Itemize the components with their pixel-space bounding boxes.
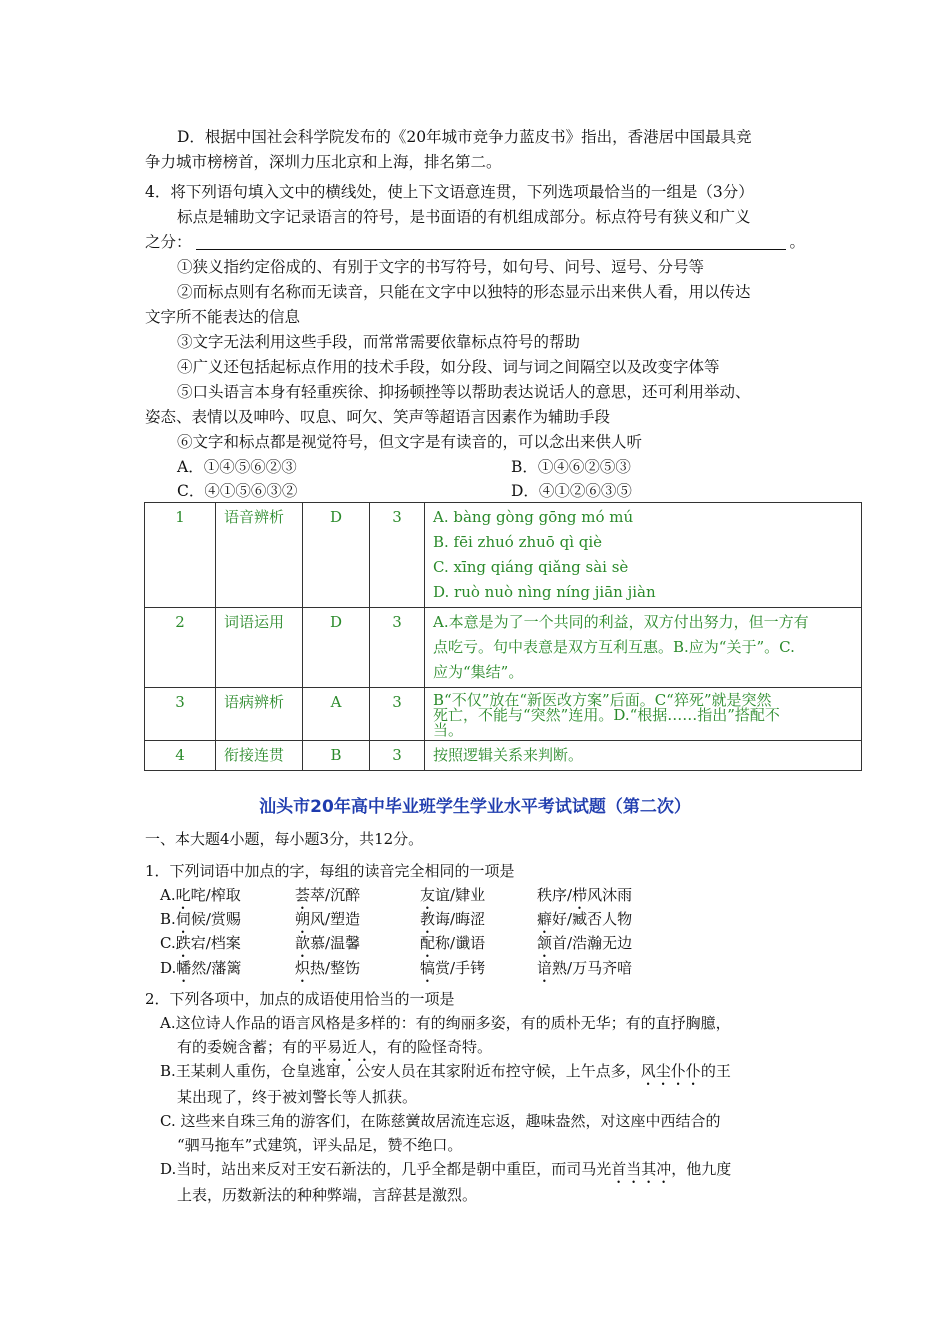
section-heading: 一、本大题4小题，每小题3分，共12分。 bbox=[145, 830, 424, 848]
dotted-char: 幡 bbox=[176, 959, 192, 977]
option-label: B. bbox=[160, 910, 176, 928]
q2-option-c-line1: C. 这些来自珠三角的游客们，在陈慈黉故居流连忘返，趣味盎然，对这座中西结合的 bbox=[160, 1112, 721, 1130]
dotted-char: 友 bbox=[420, 886, 436, 904]
explanation-line: 应为“集结”。 bbox=[433, 663, 524, 681]
answer-key: D bbox=[303, 608, 370, 688]
text-segment: /赏赐 bbox=[205, 910, 241, 928]
explanation-line: C. xīng qiáng qiǎng sài sè bbox=[433, 558, 629, 576]
q2-option-a-line1: A.这位诗人作品的语言风格是多样的：有的绚丽多姿，有的质朴无华；有的直抒胸臆， bbox=[160, 1014, 731, 1032]
q1-word-group bbox=[295, 957, 360, 986]
text-segment: 萃 bbox=[310, 886, 326, 904]
text-segment: 谊 bbox=[435, 886, 451, 904]
answer-score: 3 bbox=[370, 503, 425, 608]
q4-item-2-cont: 文字所不能表达的信息 bbox=[145, 308, 301, 326]
q4-option-c: C．④①⑤⑥③② bbox=[177, 482, 298, 500]
text-segment: 咤 bbox=[190, 886, 206, 904]
text-segment: 首 bbox=[552, 934, 568, 952]
dotted-idiom: 首当其冲 bbox=[611, 1160, 672, 1178]
text-segment: 热 bbox=[310, 959, 326, 977]
answer-number: 2 bbox=[145, 608, 216, 688]
option-label: D. bbox=[160, 959, 177, 977]
text-segment: ，他九度 bbox=[671, 1160, 732, 1178]
q4-stem: 4．将下列语句填入文中的横线处，使上下文语意连贯，下列选项最恰当的一组是（3分） bbox=[145, 183, 754, 201]
text-segment: 赏 bbox=[435, 959, 451, 977]
q2-option-d-line1 bbox=[160, 1158, 731, 1187]
q4-item-2: ②而标点则有名称而无读音，只能在文字中以独特的形态显示出来供人看，用以传达 bbox=[177, 283, 751, 301]
text-segment: 秩序/ bbox=[537, 886, 573, 904]
q4-item-1: ①狭义指约定俗成的、有别于文字的书写符号，如句号、问号、逗号、分号等 bbox=[177, 258, 705, 276]
q1-word-group bbox=[160, 957, 241, 986]
text-segment: /藩篱 bbox=[206, 959, 242, 977]
table-row bbox=[145, 608, 862, 688]
text-segment: 有的委婉含蓄；有的 bbox=[177, 1038, 313, 1056]
q4-item-4: ④广义还包括起标点作用的技术手段，如分段、词与词之间隔空以及改变字体等 bbox=[177, 358, 720, 376]
text-segment: 好 bbox=[552, 910, 568, 928]
answer-score: 3 bbox=[370, 688, 425, 741]
text-segment: 称 bbox=[435, 934, 451, 952]
answer-key: A bbox=[303, 688, 370, 741]
explanation-line: 按照逻辑关系来判断。 bbox=[433, 746, 584, 764]
table-row bbox=[145, 688, 862, 741]
text-segment: /肄业 bbox=[450, 886, 486, 904]
q4-item-5: ⑤口头语言本身有轻重疾徐、抑扬顿挫等以帮助表达说话人的意思，还可利用举动、 bbox=[177, 383, 751, 401]
answer-number: 3 bbox=[145, 688, 216, 741]
text-segment: /臧否人物 bbox=[567, 910, 633, 928]
explanation-line: 点吃亏。句中表意是双方互利互惠。B.应为“关于”。C. bbox=[433, 638, 795, 656]
answer-table bbox=[144, 502, 862, 771]
dotted-char: 犒 bbox=[420, 959, 436, 977]
text-segment: /谶语 bbox=[450, 934, 486, 952]
explanation-line: B. fēi zhuó zhuō qì qiè bbox=[433, 533, 603, 551]
text-segment: B.王某刺人重伤，仓皇逃窜，公安人员在其家附近布控守候，上午点多， bbox=[160, 1062, 641, 1080]
answer-score: 3 bbox=[370, 608, 425, 688]
q4-option-d: D．④①②⑥③⑤ bbox=[511, 482, 632, 500]
answer-type: 语病辨析 bbox=[216, 688, 303, 741]
answer-type: 衔接连贯 bbox=[216, 741, 303, 771]
text-segment: 然 bbox=[191, 959, 207, 977]
dotted-char: 炽 bbox=[295, 959, 311, 977]
q4-item-6: ⑥文字和标点都是视觉符号，但文字是有读音的，可以念出来供人听 bbox=[177, 433, 643, 451]
answer-key: B bbox=[303, 741, 370, 771]
answer-type: 语音辨析 bbox=[216, 503, 303, 608]
prev-option-d-line2: 争力城市榜榜首，深圳力压北京和上海，排名第二。 bbox=[145, 153, 502, 171]
text-segment: /手铐 bbox=[450, 959, 486, 977]
dotted-idiom: 平易近人 bbox=[312, 1038, 373, 1056]
exam-title: 汕头市20年高中毕业班学生学业水平考试试题（第二次） bbox=[259, 797, 691, 817]
explanation-line: A. bàng gòng gōng mó mú bbox=[433, 508, 634, 526]
answer-explanation bbox=[425, 688, 862, 741]
q2-stem: 2．下列各项中，加点的成语使用恰当的一项是 bbox=[145, 990, 455, 1008]
text-segment: 候 bbox=[190, 910, 206, 928]
text-segment: D.当时，站出来反对王安石新法的，几乎全都是朝中重臣，而司马光 bbox=[160, 1160, 612, 1178]
table-row bbox=[145, 503, 862, 608]
explanation-line: D. ruò nuò nìng níng jiān jiàn bbox=[433, 583, 656, 601]
table-row bbox=[145, 741, 862, 771]
q4-text-line1: 标点是辅助文字记录语言的符号，是书面语的有机组成部分。标点符号有狭义和广义 bbox=[177, 208, 751, 226]
answer-key: D bbox=[303, 503, 370, 608]
text-segment: 风 bbox=[310, 910, 326, 928]
dotted-char: 谙 bbox=[537, 959, 553, 977]
explanation-line: B“不仅”放在“新医改方案”后面。C“猝死”就是突然 bbox=[433, 691, 772, 709]
q2-option-c-line2: “驷马拖车”式建筑，评头品足，赞不绝口。 bbox=[177, 1136, 463, 1154]
explanation-line: A.本意是为了一个共同的利益，双方付出努力，但一方有 bbox=[433, 613, 809, 631]
q4-text-prefix: 之分： bbox=[145, 233, 192, 251]
dotted-char: 荟 bbox=[295, 886, 311, 904]
answer-explanation bbox=[425, 503, 862, 608]
dotted-char: 歆 bbox=[295, 934, 311, 952]
text-segment: /沉醉 bbox=[325, 886, 361, 904]
fill-in-blank bbox=[196, 233, 786, 250]
q2-option-b-line1 bbox=[160, 1060, 731, 1089]
q1-word-group bbox=[537, 957, 632, 986]
q1-stem: 1．下列词语中加点的字，每组的读音完全相同的一项是 bbox=[145, 862, 515, 880]
dotted-char: 跌 bbox=[175, 934, 191, 952]
dotted-char: 配 bbox=[420, 934, 436, 952]
dotted-char: 叱 bbox=[175, 886, 191, 904]
dotted-char: 癖 bbox=[537, 910, 553, 928]
text-segment: ，有的险怪奇特。 bbox=[372, 1038, 493, 1056]
text-segment: /万马齐喑 bbox=[567, 959, 633, 977]
dotted-char: 教 bbox=[420, 910, 436, 928]
text-segment: /榨取 bbox=[205, 886, 241, 904]
q2-option-d-line2: 上表，历数新法的种种弊端，言辞甚是激烈。 bbox=[177, 1186, 478, 1204]
dotted-char: 栉 bbox=[572, 886, 588, 904]
answer-explanation bbox=[425, 608, 862, 688]
text-segment: /档案 bbox=[205, 934, 241, 952]
text-segment: 风沐雨 bbox=[587, 886, 633, 904]
answer-explanation bbox=[425, 741, 862, 771]
option-label: C. bbox=[160, 934, 176, 952]
q4-item-5-cont: 姿态、表情以及呻吟、叹息、呵欠、笑声等超语言因素作为辅助手段 bbox=[145, 408, 611, 426]
q4-text-suffix: 。 bbox=[789, 233, 806, 251]
q1-word-group bbox=[420, 957, 485, 986]
dotted-char: 颔 bbox=[537, 934, 553, 952]
q2-option-b-line2: 某出现了，终于被刘警长等人抓获。 bbox=[177, 1088, 418, 1106]
text-segment: 宕 bbox=[190, 934, 206, 952]
q4-option-a: A．①④⑤⑥②③ bbox=[177, 458, 297, 476]
dotted-char: 伺 bbox=[175, 910, 191, 928]
text-segment: /整饬 bbox=[325, 959, 361, 977]
dotted-idiom: 风尘仆仆 bbox=[640, 1062, 701, 1080]
option-label: A. bbox=[160, 886, 176, 904]
text-segment: /晦涩 bbox=[450, 910, 486, 928]
answer-number: 1 bbox=[145, 503, 216, 608]
explanation-line: 当。 bbox=[433, 721, 464, 739]
text-segment: 诲 bbox=[435, 910, 451, 928]
answer-type: 词语运用 bbox=[216, 608, 303, 688]
q4-option-b: B．①④⑥②⑤③ bbox=[511, 458, 631, 476]
text-segment: 的王 bbox=[700, 1062, 731, 1080]
text-segment: /温馨 bbox=[325, 934, 361, 952]
explanation-line: 死亡，不能与“突然”连用。D.“根据……指出”搭配不 bbox=[433, 706, 780, 724]
text-segment: 慕 bbox=[310, 934, 326, 952]
text-segment: /塑造 bbox=[325, 910, 361, 928]
answer-number: 4 bbox=[145, 741, 216, 771]
q4-text-line2 bbox=[145, 231, 805, 253]
answer-score: 3 bbox=[370, 741, 425, 771]
text-segment: /浩瀚无边 bbox=[567, 934, 633, 952]
prev-option-d-line1: D．根据中国社会科学院发布的《20年城市竞争力蓝皮书》指出，香港居中国最具竞 bbox=[177, 128, 752, 146]
text-segment: 熟 bbox=[552, 959, 568, 977]
q4-item-3: ③文字无法利用这些手段，而常常需要依靠标点符号的帮助 bbox=[177, 333, 581, 351]
dotted-char: 朔 bbox=[295, 910, 311, 928]
